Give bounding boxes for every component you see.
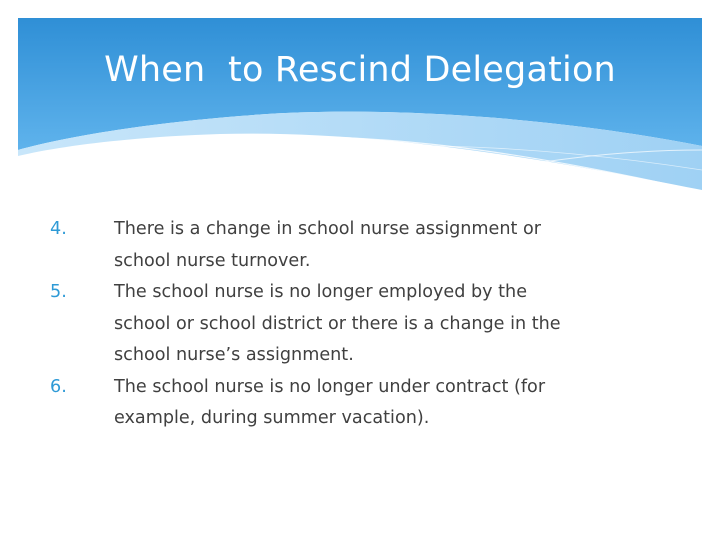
list-item-number: 4. [50, 219, 67, 239]
slide-title: When to Rescind Delegation [104, 50, 616, 90]
list-item-text: The school nurse is no longer employed by the school or school district or there is a change in the school nurse’s assignment. [114, 282, 561, 365]
list-item-number: 5. [50, 282, 67, 302]
list-item-number: 6. [50, 376, 67, 397]
list-item [50, 214, 650, 277]
list-item [50, 372, 650, 435]
list-item-text: The school nurse is no longer under contract (for example, during summer vacation). [114, 376, 546, 428]
list-item [50, 277, 650, 372]
list-item-text: There is a change in school nurse assignment or school nurse turnover. [114, 219, 542, 271]
header-banner [0, 0, 720, 200]
numbered-list [50, 214, 650, 435]
